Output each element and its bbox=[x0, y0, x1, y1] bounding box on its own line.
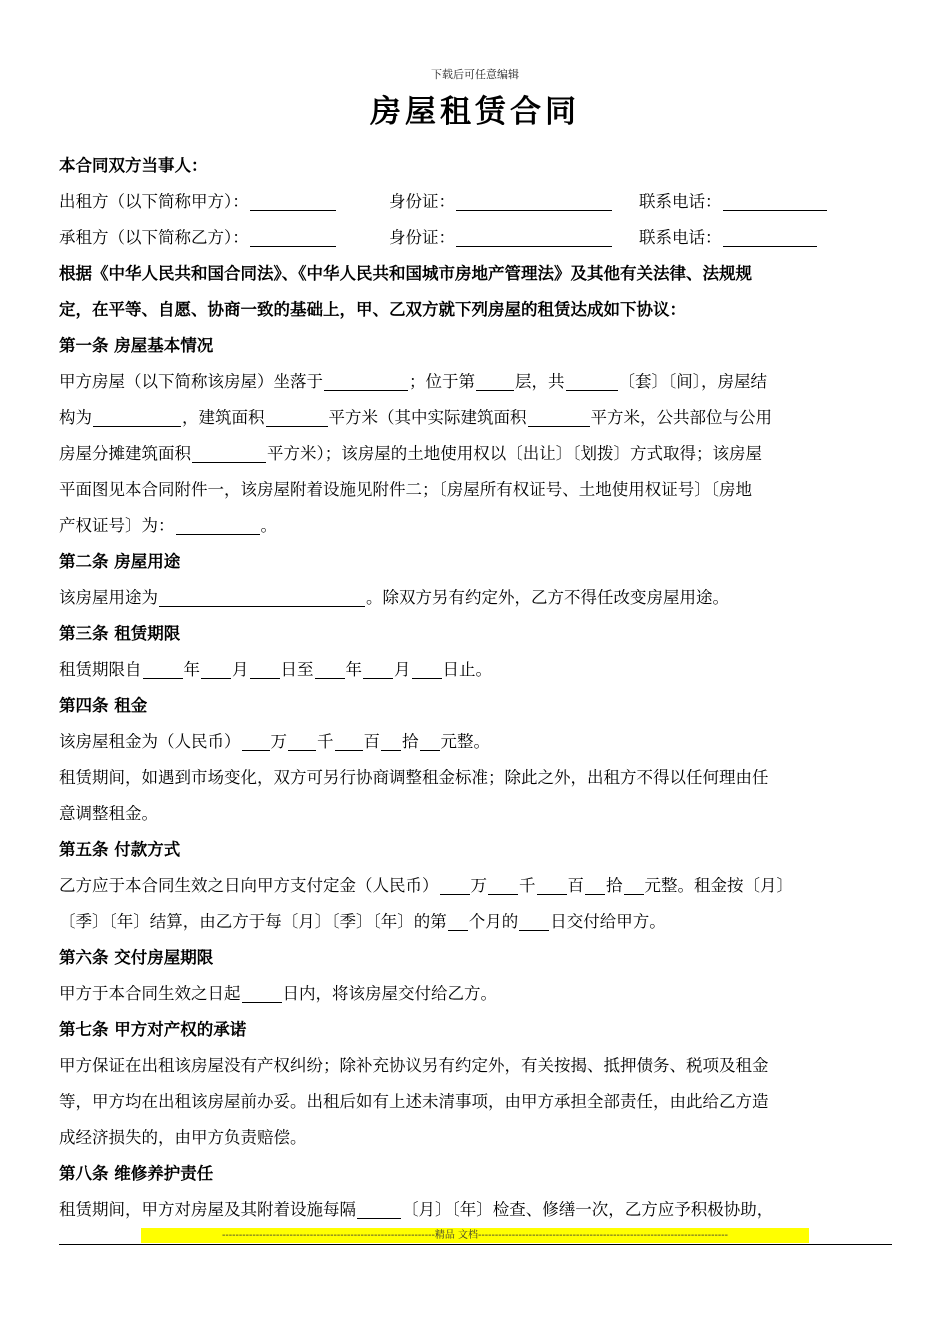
intro-line-1: 根据《中华人民共和国合同法》、《中华人民共和国城市房地产管理法》及其他有关法律、法规规 bbox=[59, 264, 752, 283]
lessee-name-blank bbox=[250, 226, 336, 247]
area-blank bbox=[266, 406, 328, 427]
article-6-line-1: 甲方于本合同生效之日起 日内，将该房屋交付给乙方。 bbox=[59, 984, 497, 1003]
pay-month-blank bbox=[448, 910, 468, 931]
article-4-title: 第四条 租金 bbox=[59, 696, 148, 715]
article-7-line-1: 甲方保证在出租该房屋没有产权纠纷；除补充协议另有约定外，有关按揭、抵押债务、税项及租金 bbox=[59, 1056, 769, 1075]
intro-line-2: 定，在平等、自愿、协商一致的基础上，甲、乙双方就下列房屋的租赁达成如下协议： bbox=[59, 300, 686, 319]
deposit-shi-blank bbox=[585, 874, 605, 895]
deposit-bai-blank bbox=[537, 874, 567, 895]
unit-count-blank bbox=[566, 370, 618, 391]
article-1-line-4: 平面图见本合同附件一，该房屋附着设施见附件二；〔房屋所有权证号、土地使用权证号〕〔房地 bbox=[59, 480, 752, 499]
article-7-title: 第七条 甲方对产权的承诺 bbox=[59, 1020, 247, 1039]
article-4-line-1: 该房屋租金为（人民币） 万 千 百 拾 元整。 bbox=[59, 732, 490, 751]
article-5-title: 第五条 付款方式 bbox=[59, 840, 181, 859]
article-3-title: 第三条 租赁期限 bbox=[59, 624, 181, 643]
rent-shi-blank bbox=[381, 730, 401, 751]
lessee-phone-blank bbox=[723, 226, 817, 247]
article-1-line-1: 甲方房屋（以下简称该房屋）坐落于 ；位于第 层，共 〔套〕〔间〕，房屋结 bbox=[59, 372, 767, 391]
article-8-line-1: 租赁期间，甲方对房屋及其附着设施每隔 〔月〕〔年〕检查、修缮一次，乙方应予积极协助， bbox=[59, 1200, 774, 1219]
structure-blank bbox=[93, 406, 181, 427]
lessor-phone-label: 联系电话： bbox=[639, 192, 722, 211]
lessor-label: 出租方（以下简称甲方）： bbox=[59, 192, 249, 211]
start-year-blank bbox=[143, 658, 183, 679]
rent-bai-blank bbox=[335, 730, 363, 751]
floor-blank bbox=[476, 370, 514, 391]
lessor-phone-blank bbox=[723, 190, 827, 211]
article-6-title: 第六条 交付房屋期限 bbox=[59, 948, 214, 967]
article-4-line-3: 意调整租金。 bbox=[59, 804, 158, 823]
address-blank bbox=[324, 370, 408, 391]
start-day-blank bbox=[250, 658, 280, 679]
contract-body bbox=[59, 148, 887, 1228]
pay-day-blank bbox=[519, 910, 549, 931]
article-1-line-3: 房屋分摊建筑面积 平方米）；该房屋的土地使用权以〔出让〕〔划拨〕方式取得；该房屋 bbox=[59, 444, 762, 463]
shared-area-blank bbox=[192, 442, 266, 463]
article-5-line-1: 乙方应于本合同生效之日向甲方支付定金（人民币） 万 千 百 拾 元整。租金按〔月〕 bbox=[59, 876, 793, 895]
article-3-line-1: 租赁期限自 年 月 日至 年 月 日止。 bbox=[59, 660, 492, 679]
end-day-blank bbox=[412, 658, 442, 679]
deposit-qian-blank bbox=[488, 874, 518, 895]
deposit-wan-blank bbox=[440, 874, 470, 895]
lessee-row bbox=[59, 220, 887, 256]
start-month-blank bbox=[201, 658, 231, 679]
header-note: 下载后可任意编辑 bbox=[431, 68, 519, 81]
end-year-blank bbox=[315, 658, 345, 679]
lessee-label: 承租方（以下简称乙方）： bbox=[59, 228, 249, 247]
article-7-line-2: 等，甲方均在出租该房屋前办妥。出租后如有上述未清事项，由甲方承担全部责任，由此给乙方造 bbox=[59, 1092, 769, 1111]
deposit-yuan-blank bbox=[624, 874, 644, 895]
rent-qian-blank bbox=[288, 730, 316, 751]
article-1-line-5: 产权证号〕为： 。 bbox=[59, 516, 277, 535]
lessee-phone-label: 联系电话： bbox=[639, 228, 722, 247]
article-5-line-2: 〔季〕〔年〕结算，由乙方于每〔月〕〔季〕〔年〕的第 个月的 日交付给甲方。 bbox=[59, 912, 666, 931]
lessor-id-label: 身份证： bbox=[389, 192, 455, 211]
footer-watermark-band: ---------------------------------------------------------------精品 文档-------------------------------------------------------------------------- bbox=[141, 1228, 809, 1243]
footer-divider bbox=[59, 1244, 892, 1245]
lessee-id-blank bbox=[456, 226, 612, 247]
inspection-interval-blank bbox=[357, 1198, 401, 1219]
article-4-line-2: 租赁期间，如遇到市场变化，双方可另行协商调整租金标准；除此之外，出租方不得以任何理由任 bbox=[59, 768, 769, 787]
lessee-id-label: 身份证： bbox=[389, 228, 455, 247]
article-7-line-3: 成经济损失的，由甲方负责赔偿。 bbox=[59, 1128, 307, 1147]
lessor-name-blank bbox=[250, 190, 336, 211]
parties-heading: 本合同双方当事人： bbox=[59, 156, 208, 175]
article-2-title: 第二条 房屋用途 bbox=[59, 552, 181, 571]
lessor-row bbox=[59, 184, 887, 220]
delivery-days-blank bbox=[242, 982, 282, 1003]
article-2-line-1: 该房屋用途为 。除双方另有约定外，乙方不得任改变房屋用途。 bbox=[59, 588, 729, 607]
rent-yuan-blank bbox=[420, 730, 440, 751]
page-title: 房屋租赁合同 bbox=[370, 94, 580, 130]
end-month-blank bbox=[363, 658, 393, 679]
article-8-title: 第八条 维修养护责任 bbox=[59, 1164, 214, 1183]
article-1-title: 第一条 房屋基本情况 bbox=[59, 336, 214, 355]
actual-area-blank bbox=[528, 406, 590, 427]
usage-blank bbox=[159, 586, 365, 607]
article-1-line-2: 构为 ，建筑面积 平方米（其中实际建筑面积 平方米，公共部位与公用 bbox=[59, 408, 772, 427]
certificate-no-blank bbox=[176, 514, 260, 535]
lessor-id-blank bbox=[456, 190, 612, 211]
rent-wan-blank bbox=[242, 730, 270, 751]
